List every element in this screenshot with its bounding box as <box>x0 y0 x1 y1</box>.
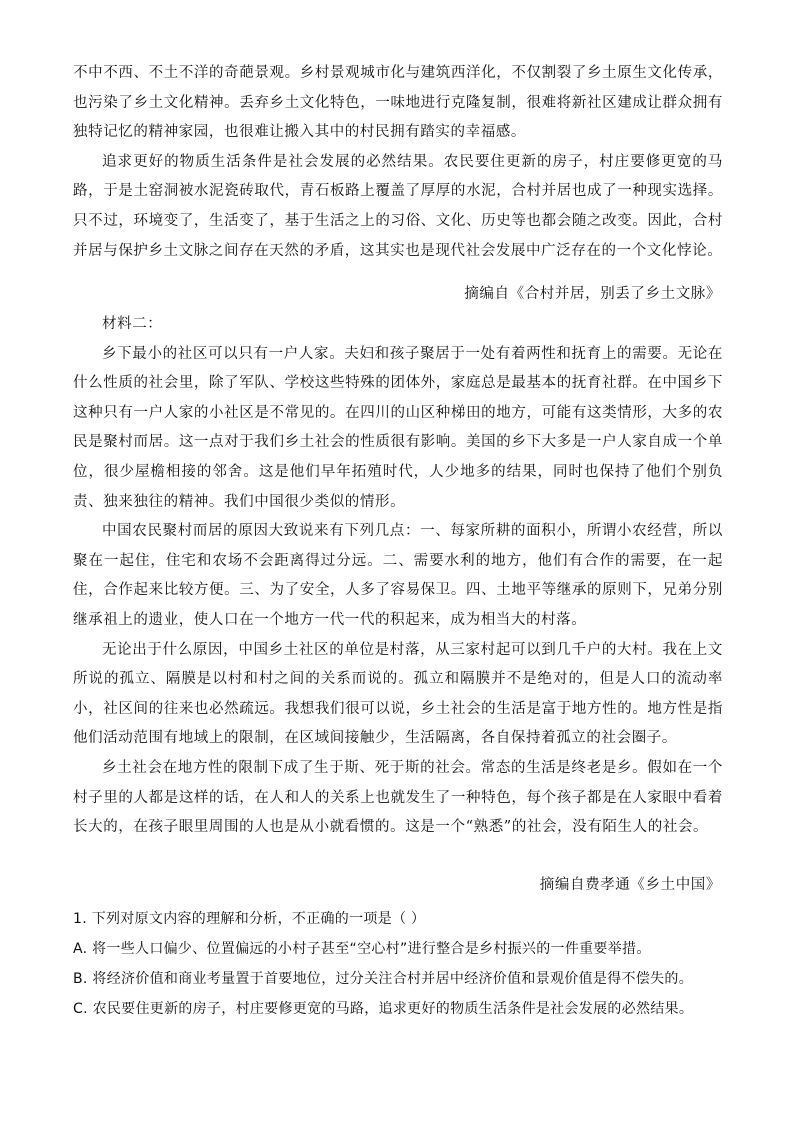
question-stem: 1. 下列对原文内容的理解和分析，不正确的一项是（ ） <box>73 911 426 927</box>
material2-paragraph: 乡土社会在地方性的限制下成了生于斯、死于斯的社会。常态的生活是终老是乡。假如在一个村子里的人都是这样的话，在人和人的关系上也就发生了一种特色，每个孩子都是在人家眼中看着长大的，在孩子眼里周围的人也是从小就看惯的。这是一个“熟悉”的社会，没有陌生人的社会。 <box>73 759 723 836</box>
question-option-b: B. 将经济价值和商业考量置于首要地位，过分关注合村并居中经济价值和景观价值是得不偿失的。 <box>73 971 694 987</box>
material1-source: 摘编自《合村并居，别丢了乡土文脉》 <box>464 286 721 302</box>
question-option-c: C. 农民要住更新的房子，村庄要修更宽的马路，追求更好的物质生活条件是社会发展的必然结果。 <box>73 1001 694 1017</box>
material2-body <box>73 310 723 843</box>
material2-paragraph: 无论出于什么原因，中国乡土社区的单位是村落，从三家村起可以到几千户的大村。我在上文所说的孤立、隔膜是以村和村之间的关系而说的。孤立和隔膜并不是绝对的，但是人口的流动率小，社区间的往来也必然疏远。我想我们很可以说，乡土社会的生活是富于地方性的。地方性是指他们活动范围有地域上的限制，在区域间接触少，生活隔离，各自保持着孤立的社会圈子。 <box>73 641 723 747</box>
material2-source: 摘编自费孝通《乡土中国》 <box>539 877 721 893</box>
material2-paragraph: 中国农民聚村而居的原因大致说来有下列几点：一、每家所耕的面积小，所谓小农经营，所以聚在一起住，住宅和农场不会距离得过分远。二、需要水利的地方，他们有合作的需要，在一起住，合作起来比较方便。三、为了安全，人多了容易保卫。四、土地平等继承的原则下，兄弟分别继承祖上的遗业，使人口在一个地方一代一代的积起来，成为相当大的村落。 <box>73 523 723 628</box>
question-option-a: A. 将一些人口偏少、位置偏远的小村子甚至“空心村”进行整合是乡村振兴的一件重要举措。 <box>73 941 651 957</box>
material2-paragraph: 乡下最小的社区可以只有一户人家。夫妇和孩子聚居于一处有着两性和抚育上的需要。无论在什么性质的社会里，除了军队、学校这些特殊的团体外，家庭总是最基本的抚育社群。在中国乡下这种只有一户人家的小社区是不常见的。在四川的山区种梯田的地方，可能有这类情形，大多的农民是聚村而居。这一点对于我们乡土社会的性质很有影响。美国的乡下大多是一户人家自成一个单位，很少屋檐相接的邻舍。这是他们早年拓殖时代，人少地多的结果，同时也保持了他们个别负责、独来独往的精神。我们中国很少类似的情形。 <box>73 345 723 510</box>
material1-paragraph: 追求更好的物质生活条件是社会发展的必然结果。农民要住更新的房子，村庄要修更宽的马路，于是土窑洞被水泥瓷砖取代，青石板路上覆盖了厚厚的水泥，合村并居也成了一种现实选择。只不过，环境变了，生活变了，基于生活之上的习俗、文化、历史等也都会随之改变。因此，合村并居与保护乡土文脉之间存在天然的矛盾，这其实也是现代社会发展中广泛存在的一个文化悖论。 <box>73 153 723 259</box>
material1-paragraph: 不中不西、不土不洋的奇葩景观。乡村景观城市化与建筑西洋化，不仅割裂了乡土原生文化传承，也污染了乡土文化精神。丢弃乡土文化特色，一味地进行克隆复制，很难将新社区建成让群众拥有独特记忆的精神家园，也很难让搬入其中的村民拥有踏实的幸福感。 <box>73 65 723 141</box>
material2-label: 材料二： <box>102 316 163 332</box>
material1-body <box>73 59 723 266</box>
